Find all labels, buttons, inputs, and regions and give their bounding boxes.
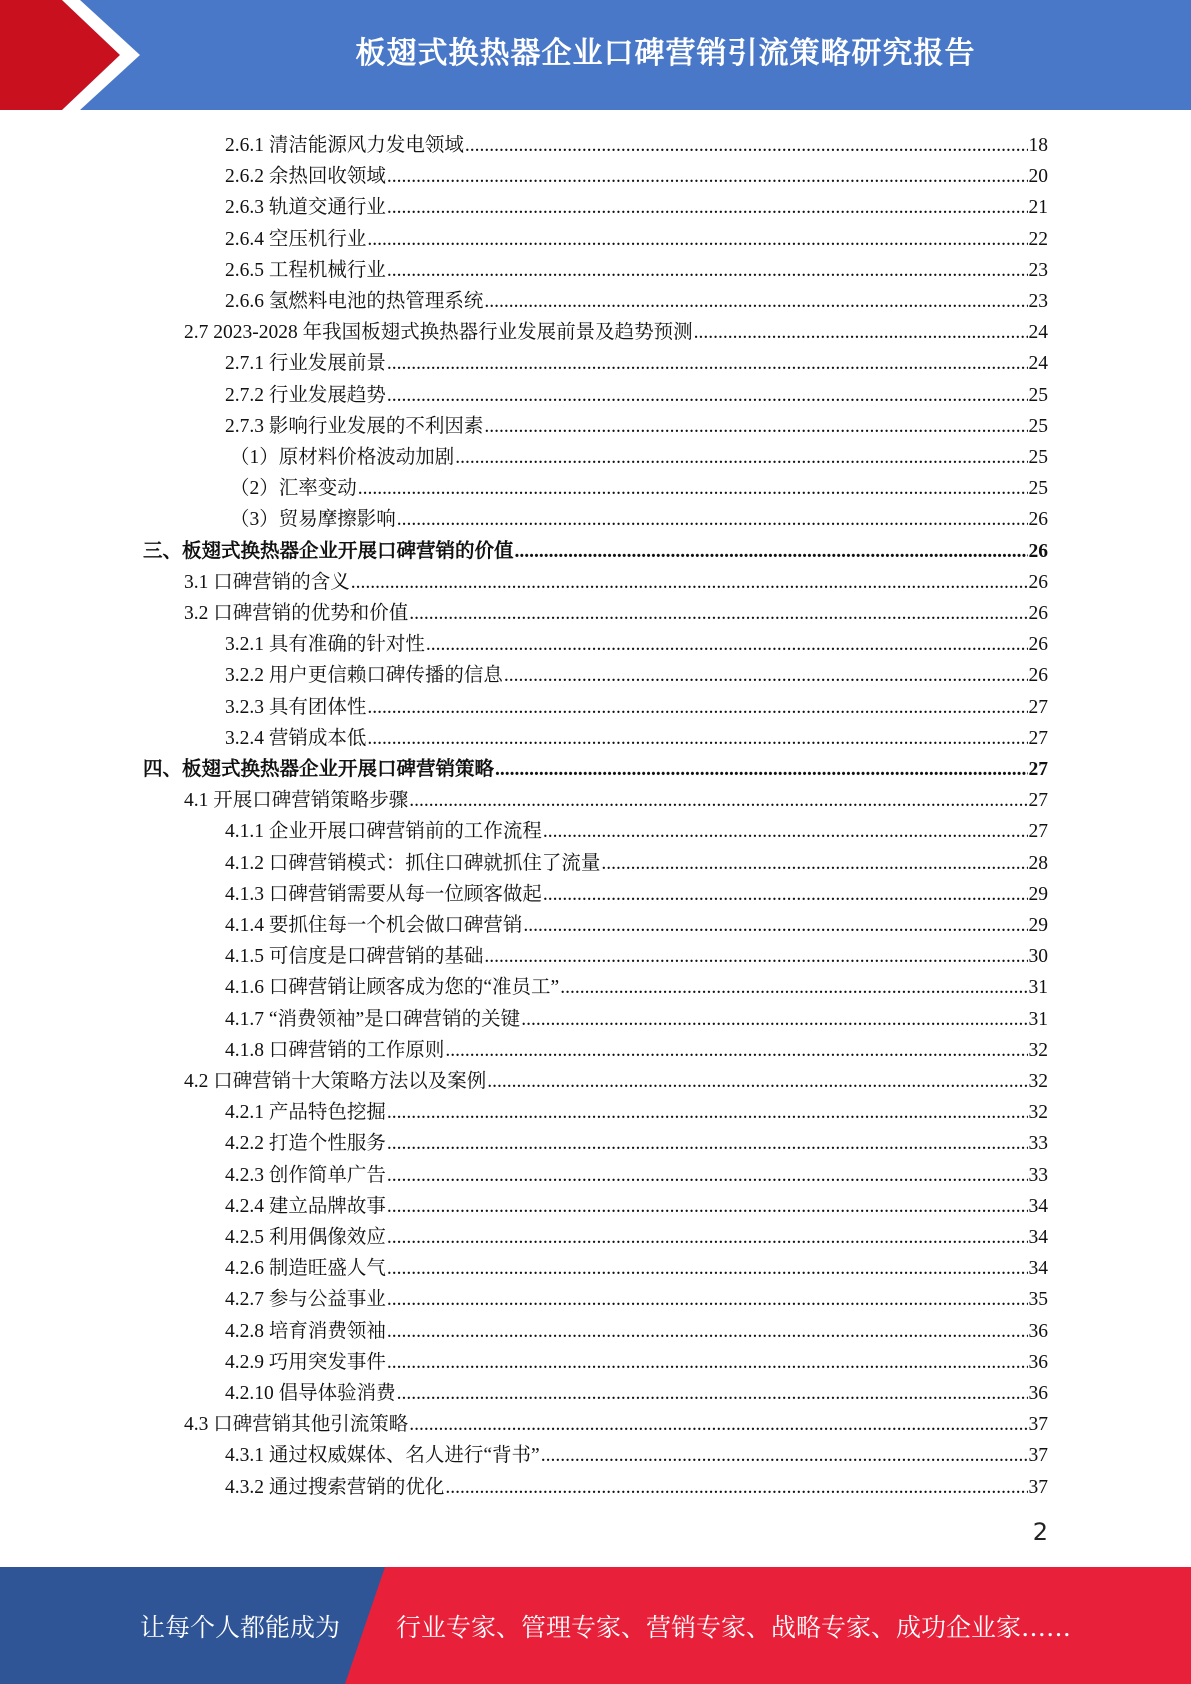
toc-entry-label: 4.1.2 口碑营销模式：抓住口碑就抓住了流量	[225, 852, 601, 874]
toc-entry[interactable]	[225, 283, 1048, 314]
toc-dot-leader	[541, 1444, 1028, 1468]
toc-entry[interactable]	[225, 1157, 1048, 1188]
toc-entry[interactable]	[143, 533, 1048, 564]
toc-entry-label: 三、板翅式换热器企业开展口碑营销的价值	[143, 540, 514, 562]
toc-entry[interactable]	[225, 876, 1048, 907]
toc-entry[interactable]	[225, 813, 1048, 844]
toc-dot-leader	[484, 290, 1027, 314]
toc-entry-page: 23	[1028, 291, 1048, 312]
toc-entry-page: 18	[1028, 135, 1048, 156]
toc-entry[interactable]	[225, 1437, 1048, 1468]
toc-entry-page: 24	[1028, 322, 1048, 344]
toc-entry-label: 4.1.8 口碑营销的工作原则	[225, 1039, 445, 1061]
toc-entry[interactable]	[225, 1094, 1048, 1125]
toc-entry-page: 37	[1028, 1414, 1048, 1436]
toc-entry-label: 4.1.3 口碑营销需要从每一位顾客做起	[225, 883, 542, 905]
toc-entry-page: 37	[1028, 1445, 1048, 1467]
toc-entry-label: 4.2.8 培育消费领袖	[225, 1320, 386, 1342]
toc-entry[interactable]	[225, 689, 1048, 720]
toc-entry[interactable]	[225, 1313, 1048, 1344]
toc-entry-label: 4.2.9 巧用突发事件	[225, 1351, 386, 1373]
toc-dot-leader	[387, 259, 1028, 283]
toc-entry-page: 32	[1028, 1039, 1048, 1061]
toc-entry[interactable]	[225, 345, 1048, 376]
toc-dot-leader	[504, 664, 1028, 688]
toc-entry-label: 2.7 2023-2028 年我国板翅式换热器行业发展前景及趋势预测	[184, 322, 693, 344]
toc-entry-page: 25	[1028, 478, 1048, 500]
toc-dot-leader	[387, 1164, 1028, 1188]
toc-dot-leader	[523, 914, 1027, 938]
toc-dot-leader	[387, 1195, 1028, 1219]
toc-entry-label: （3）贸易摩擦影响	[230, 509, 396, 531]
toc-entry[interactable]	[225, 408, 1048, 439]
toc-entry-label: 3.2 口碑营销的优势和价值	[184, 603, 409, 624]
toc-entry-page: 32	[1028, 1102, 1048, 1124]
toc-dot-leader	[367, 228, 1027, 252]
toc-dot-leader	[409, 602, 1027, 626]
toc-entry-label: 4.3.1 通过权威媒体、名人进行“背书”	[225, 1445, 540, 1467]
toc-entry-page: 34	[1028, 1195, 1048, 1217]
toc-entry-label: 4.1 开展口碑营销策略步骤	[184, 790, 409, 812]
toc-dot-leader	[387, 165, 1028, 189]
toc-entry[interactable]	[230, 501, 1048, 532]
toc-entry[interactable]	[225, 907, 1048, 938]
toc-dot-leader	[387, 1288, 1028, 1312]
toc-entry-page: 29	[1028, 883, 1048, 905]
toc-entry-page: 29	[1028, 915, 1048, 936]
toc-entry-label: 2.6.5 工程机械行业	[225, 259, 386, 281]
toc-entry[interactable]	[225, 938, 1048, 969]
toc-entry-page: 24	[1028, 353, 1048, 375]
toc-entry[interactable]	[225, 1125, 1048, 1156]
toc-entry-page: 26	[1028, 665, 1048, 687]
toc-entry-label: 3.2.1 具有准确的针对性	[225, 634, 425, 656]
toc-dot-leader	[487, 1070, 1027, 1094]
toc-dot-leader	[387, 1132, 1028, 1156]
toc-entry[interactable]	[184, 595, 1048, 626]
toc-entry-label: 3.2.3 具有团体性	[225, 696, 367, 718]
toc-entry-page: 26	[1028, 540, 1048, 562]
toc-dot-leader	[387, 1226, 1028, 1250]
toc-dot-leader	[426, 633, 1028, 657]
toc-entry[interactable]	[225, 657, 1048, 688]
toc-dot-leader	[495, 758, 1027, 782]
toc-entry-label: 4.1.4 要抓住每一个机会做口碑营销	[225, 915, 523, 936]
toc-entry-page: 22	[1028, 228, 1048, 250]
report-title: 板翅式换热器企业口碑营销引流策略研究报告	[355, 36, 976, 71]
toc-entry[interactable]	[225, 189, 1048, 220]
toc-entry[interactable]	[225, 845, 1048, 876]
toc-dot-leader	[445, 1476, 1027, 1500]
toc-entry-label: 4.3.2 通过搜索营销的优化	[225, 1476, 445, 1498]
toc-entry[interactable]	[225, 252, 1048, 283]
toc-entry-page: 27	[1028, 790, 1048, 812]
toc-dot-leader	[367, 696, 1027, 720]
toc-entry-page: 25	[1028, 384, 1048, 406]
toc-entry-label: 4.2.1 产品特色挖掘	[225, 1102, 386, 1124]
toc-entry[interactable]	[225, 1188, 1048, 1219]
toc-entry[interactable]	[225, 626, 1048, 657]
toc-entry-page: 32	[1028, 1071, 1048, 1092]
toc-dot-leader	[694, 321, 1028, 345]
toc-entry-label: 4.1.7 “消费领袖”是口碑营销的关键	[225, 1008, 521, 1030]
toc-entry-label: 2.7.1 行业发展前景	[225, 353, 386, 375]
toc-entry[interactable]	[225, 1219, 1048, 1250]
toc-dot-leader	[521, 1008, 1027, 1032]
page-number: 2	[1032, 1518, 1048, 1546]
toc-dot-leader	[387, 1101, 1028, 1125]
toc-entry[interactable]	[225, 1469, 1048, 1500]
toc-entry-page: 27	[1028, 727, 1048, 749]
toc-dot-leader	[484, 945, 1027, 969]
toc-entry-label: 2.7.3 影响行业发展的不利因素	[225, 415, 484, 437]
toc-entry-page: 26	[1028, 634, 1048, 656]
toc-entry-label: （2）汇率变动	[230, 478, 357, 500]
toc-entry-label: 4.2.5 利用偶像效应	[225, 1227, 386, 1248]
toc-entry-label: 4.2.6 制造旺盛人气	[225, 1258, 386, 1280]
toc-entry[interactable]	[230, 470, 1048, 501]
toc-entry[interactable]	[225, 158, 1048, 189]
toc-dot-leader	[455, 446, 1027, 470]
toc-entry-page: 33	[1028, 1164, 1048, 1186]
toc-dot-leader	[409, 1413, 1027, 1437]
toc-entry-page: 26	[1028, 571, 1048, 593]
toc-dot-leader	[387, 1320, 1028, 1344]
toc-entry-label: 3.2.4 营销成本低	[225, 727, 367, 749]
toc-entry[interactable]	[225, 1344, 1048, 1375]
footer-slogan-right: 行业专家、管理专家、营销专家、战略专家、成功企业家……	[396, 1612, 1072, 1642]
toc-entry-page: 27	[1028, 759, 1048, 780]
toc-entry[interactable]	[225, 1250, 1048, 1281]
toc-entry-label: 4.2.3 创作简单广告	[225, 1164, 386, 1186]
toc-dot-leader	[397, 508, 1028, 532]
toc-entry-label: 2.6.4 空压机行业	[225, 228, 367, 250]
toc-entry[interactable]	[143, 751, 1048, 782]
toc-entry-label: 2.6.3 轨道交通行业	[225, 197, 386, 219]
toc-entry[interactable]	[225, 377, 1048, 408]
page-header	[0, 0, 1191, 110]
toc-entry[interactable]	[184, 1406, 1048, 1437]
toc-dot-leader	[601, 852, 1027, 876]
toc-entry-page: 21	[1028, 197, 1048, 219]
toc-entry-page: 25	[1028, 415, 1048, 437]
toc-entry-label: 4.1.5 可信度是口碑营销的基础	[225, 946, 484, 968]
toc-entry[interactable]	[225, 1032, 1048, 1063]
toc-entry-label: 4.1.6 口碑营销让顾客成为您的“准员工”	[225, 977, 560, 999]
toc-entry-page: 34	[1028, 1258, 1048, 1280]
toc-entry-page: 27	[1028, 821, 1048, 843]
toc-entry-label: 4.2.2 打造个性服务	[225, 1133, 386, 1155]
toc-dot-leader	[397, 1382, 1028, 1406]
toc-dot-leader	[515, 540, 1028, 564]
toc-dot-leader	[358, 477, 1028, 501]
toc-dot-leader	[409, 789, 1027, 813]
toc-entry-label: 3.1 口碑营销的含义	[184, 571, 350, 593]
toc-dot-leader	[560, 976, 1027, 1000]
toc-entry-label: 3.2.2 用户更信赖口碑传播的信息	[225, 665, 503, 687]
page-footer	[0, 1567, 1191, 1684]
toc-entry-page: 36	[1028, 1320, 1048, 1342]
toc-entry-page: 23	[1028, 259, 1048, 281]
toc-entry-page: 26	[1028, 509, 1048, 531]
toc-entry-label: 2.6.6 氢燃料电池的热管理系统	[225, 291, 484, 312]
toc-entry-page: 31	[1028, 1008, 1048, 1030]
toc-entry-page: 36	[1028, 1351, 1048, 1373]
toc-entry-label: 4.2.10 倡导体验消费	[225, 1383, 396, 1404]
toc-dot-leader	[367, 727, 1027, 751]
toc-entry[interactable]	[184, 1063, 1048, 1094]
toc-dot-leader	[387, 1351, 1028, 1375]
toc-entry-page: 26	[1028, 603, 1048, 624]
toc-entry-label: 4.2.4 建立品牌故事	[225, 1195, 386, 1217]
toc-dot-leader	[351, 571, 1028, 595]
toc-entry-label: 4.1.1 企业开展口碑营销前的工作流程	[225, 821, 542, 843]
toc-dot-leader	[484, 415, 1027, 439]
toc-entry-page: 35	[1028, 1289, 1048, 1311]
toc-entry-label: 2.6.1 清洁能源风力发电领域	[225, 135, 464, 156]
toc-entry-page: 36	[1028, 1383, 1048, 1404]
toc-entry[interactable]	[225, 1281, 1048, 1312]
toc-entry[interactable]	[184, 782, 1048, 813]
toc-entry[interactable]	[225, 969, 1048, 1000]
toc-entry[interactable]	[225, 1001, 1048, 1032]
toc-entry-page: 20	[1028, 166, 1048, 188]
toc-entry[interactable]	[184, 564, 1048, 595]
toc-entry[interactable]	[230, 439, 1048, 470]
toc-dot-leader	[387, 196, 1028, 220]
toc-entry-label: 2.7.2 行业发展趋势	[225, 384, 386, 406]
toc-entry-label: 4.2 口碑营销十大策略方法以及案例	[184, 1071, 487, 1092]
toc-entry-page: 37	[1028, 1476, 1048, 1498]
toc-dot-leader	[543, 820, 1028, 844]
toc-dot-leader	[387, 384, 1028, 408]
toc-entry[interactable]	[225, 221, 1048, 252]
toc-dot-leader	[465, 134, 1028, 158]
toc-dot-leader	[387, 1257, 1028, 1281]
footer-slogan-left: 让每个人都能成为	[140, 1612, 341, 1642]
toc-entry-label: 4.2.7 参与公益事业	[225, 1289, 386, 1311]
toc-entry-page: 28	[1028, 852, 1048, 874]
toc-entry-page: 27	[1028, 696, 1048, 718]
toc-entry[interactable]	[225, 127, 1048, 158]
toc-dot-leader	[387, 352, 1028, 376]
toc-entry-label: 2.6.2 余热回收领域	[225, 166, 386, 188]
toc-entry[interactable]	[184, 314, 1048, 345]
toc-entry-page: 34	[1028, 1227, 1048, 1248]
toc-entry-label: 四、板翅式换热器企业开展口碑营销策略	[143, 759, 495, 780]
toc-entry[interactable]	[225, 1375, 1048, 1406]
toc-dot-leader	[445, 1039, 1027, 1063]
toc-entry-page: 30	[1028, 946, 1048, 968]
toc-dot-leader	[543, 883, 1028, 907]
toc-entry-page: 33	[1028, 1133, 1048, 1155]
toc-entry[interactable]	[225, 720, 1048, 751]
toc-entry-page: 25	[1028, 447, 1048, 468]
toc-entry-label: 4.3 口碑营销其他引流策略	[184, 1414, 409, 1436]
toc-entry-page: 31	[1028, 977, 1048, 999]
toc-entry-label: （1）原材料价格波动加剧	[230, 447, 455, 468]
